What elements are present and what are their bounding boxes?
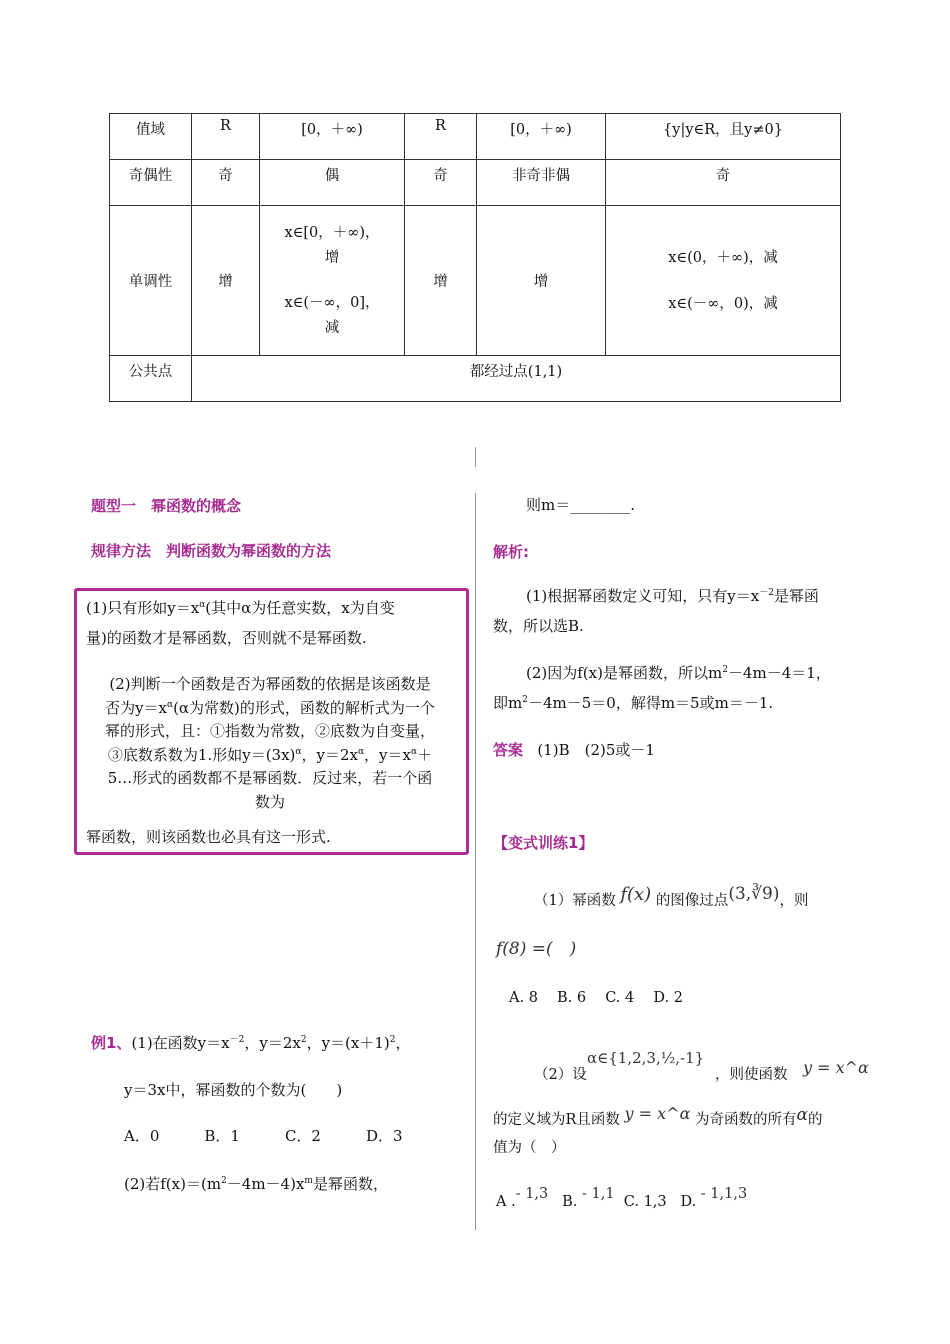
- text: －4m－5＝0，解得m＝5或m＝－1.: [527, 694, 774, 712]
- cell: R: [405, 114, 477, 160]
- exponent: －2: [229, 1035, 245, 1045]
- exponent: α: [410, 746, 418, 757]
- text: 数为: [254, 792, 285, 811]
- example-1-question-1: [91, 1031, 411, 1055]
- text: (2)若f(x)＝(m: [124, 1175, 222, 1193]
- text: ，y＝2x: [301, 745, 358, 764]
- math-alpha: α: [796, 1105, 808, 1125]
- text: ，y＝(x＋1): [306, 1034, 390, 1052]
- exponent: 2: [300, 1035, 307, 1045]
- text: ，: [395, 1034, 411, 1052]
- option-b: B.: [562, 1194, 578, 1210]
- text: 是幂函数，: [312, 1175, 388, 1193]
- answer-text: (1)B (2)5或－1: [537, 741, 655, 759]
- option-d: D.: [680, 1194, 697, 1210]
- table-row: [110, 356, 841, 402]
- cell-line: x∈(－∞，0)，减: [668, 295, 778, 312]
- cell-line: x∈[0，＋∞)，: [284, 224, 380, 241]
- variant-options-1: A. 8 B. 6 C. 4 D. 2: [509, 990, 683, 1006]
- method-text-1: [86, 596, 458, 620]
- method-heading: 规律方法 判断函数为幂函数的方法: [91, 542, 332, 560]
- text: ③底数系数为1.形如y＝(3x): [107, 745, 296, 764]
- cell: 偶: [260, 160, 405, 206]
- cell-line: 增: [324, 249, 340, 266]
- text: ，则: [779, 893, 809, 909]
- math-power-fn: y = x^α: [803, 1058, 869, 1077]
- text: 的图像过点: [655, 893, 729, 909]
- variant-question-1: [534, 884, 809, 913]
- cell: [260, 206, 405, 356]
- option-d-value: - 1,1,3: [700, 1186, 748, 1202]
- exponent: 2: [522, 695, 528, 705]
- text: (1)只有形如y＝x: [86, 599, 200, 617]
- option-a-value: - 1,3: [515, 1186, 549, 1202]
- math-power-fn: y = x^α: [624, 1104, 691, 1123]
- text: ，y＝2x: [244, 1034, 301, 1052]
- exponent: α: [295, 746, 302, 757]
- method-text-3: 幂函数，则该函数也必具有这一形式.: [86, 828, 331, 846]
- exponent: 2: [389, 1035, 396, 1045]
- option-a: A .: [496, 1194, 516, 1210]
- text: （2）设: [534, 1067, 587, 1083]
- cell: [0，＋∞): [477, 114, 606, 160]
- column-divider-top: [475, 447, 476, 467]
- text: (其中α为任意实数，x为自变: [205, 599, 395, 617]
- analysis-1: [526, 584, 819, 608]
- cell: 增: [405, 206, 477, 356]
- exponent: α: [167, 699, 174, 710]
- text: ，y＝x: [364, 745, 411, 764]
- column-divider: [475, 493, 476, 1230]
- cell: 增: [477, 206, 606, 356]
- text: 即m: [493, 694, 523, 712]
- cell: 奇: [606, 160, 841, 206]
- power-function-properties-table: [109, 113, 841, 402]
- variant-question-2b: [493, 1104, 823, 1132]
- text: [84, 744, 456, 768]
- exponent: m: [304, 1176, 313, 1186]
- text: （1）幂函数: [534, 893, 616, 909]
- cell: R: [192, 114, 260, 160]
- table-row: [110, 114, 841, 160]
- text: (2)因为f(x)是幂函数，所以m: [526, 664, 723, 682]
- exponent: －2: [759, 588, 774, 598]
- variant-question-2c: 值为（ ）: [493, 1140, 566, 1156]
- cell: [0，＋∞): [260, 114, 405, 160]
- text: [84, 697, 456, 721]
- text: －4m－4＝1，: [727, 664, 831, 682]
- row-label: 奇偶性: [110, 160, 192, 206]
- option-c: C. 1,3: [623, 1194, 667, 1210]
- option-b-value: - 1,1: [581, 1186, 615, 1202]
- analysis-2: [526, 661, 831, 685]
- example-label: 例1、: [91, 1034, 132, 1052]
- variant-options-2: [496, 1186, 748, 1214]
- text: (2)判断一个函数是否为幂函数的依据是该函数是: [109, 675, 431, 693]
- exponent: 2: [221, 1176, 227, 1186]
- method-text-2: [84, 673, 456, 814]
- analysis-2b: [493, 691, 773, 715]
- variant-training-label: 【变式训练1】: [493, 834, 594, 852]
- text: ，则使函数: [715, 1067, 788, 1083]
- table-row: [110, 206, 841, 356]
- analysis-1b: 数，所以选B.: [493, 617, 584, 635]
- text: 的: [807, 1112, 823, 1128]
- cell-line: x∈(－∞，0]，: [284, 294, 380, 311]
- text: (α为常数)的形式，函数的解析式为一个: [173, 698, 435, 717]
- text: 为奇函数的所有: [695, 1112, 797, 1128]
- text: (1)在函数y＝x: [131, 1034, 230, 1052]
- alpha-set: α∈{1,2,3,½,-1}: [587, 1049, 705, 1067]
- text: 5…形式的函数都不是幂函数．反过来，若一个函: [107, 769, 433, 787]
- text: 幂的形式，且：①指数为常数，②底数为自变量，: [104, 722, 435, 740]
- section-heading: 题型一 幂函数的概念: [91, 497, 242, 515]
- variant-question-2-mid: [715, 1063, 788, 1087]
- cell: 奇: [192, 160, 260, 206]
- example-1-options: A．0 B．1 C．2 D．3: [124, 1127, 403, 1145]
- merged-cell: 都经过点(1,1): [192, 356, 841, 402]
- cell: 增: [192, 206, 260, 356]
- variant-question-1b: f(8) =( ): [496, 939, 577, 959]
- exponent: α: [199, 600, 206, 610]
- variant-question-2: [534, 1063, 587, 1087]
- answer-line: [493, 738, 655, 762]
- cell-line: 减: [324, 319, 340, 336]
- example-1-question-1b: y＝3x中，幂函数的个数为( ): [124, 1081, 343, 1099]
- text: －4m－4)x: [226, 1175, 305, 1193]
- row-label: 公共点: [110, 356, 192, 402]
- table-row: [110, 160, 841, 206]
- cell: 奇: [405, 160, 477, 206]
- exponent: α: [357, 746, 365, 757]
- cell: {y|y∈R，且y≠0}: [606, 114, 841, 160]
- exponent: 2: [722, 665, 728, 675]
- math-point: (3,∛9): [728, 884, 780, 904]
- text: 否为y＝x: [105, 698, 167, 717]
- analysis-label: 解析:: [493, 543, 529, 561]
- row-label: 值域: [110, 114, 192, 160]
- example-1-question-2: [124, 1172, 388, 1196]
- cell-line: x∈(0，＋∞)，减: [668, 249, 778, 266]
- math-fx: f(x): [620, 884, 652, 905]
- cell: [606, 206, 841, 356]
- row-label: 单调性: [110, 206, 192, 356]
- answer-blank: 则m＝________.: [526, 496, 635, 514]
- method-text-1b: 量)的函数才是幂函数，否则就不是幂函数.: [86, 629, 367, 647]
- text: (1)根据幂函数定义可知，只有y＝x: [526, 587, 760, 605]
- answer-label: 答案: [493, 741, 524, 759]
- text: ＋: [417, 745, 433, 764]
- cell: 非奇非偶: [477, 160, 606, 206]
- text: 的定义域为R且函数: [493, 1112, 620, 1128]
- text: 是幂函: [773, 587, 819, 605]
